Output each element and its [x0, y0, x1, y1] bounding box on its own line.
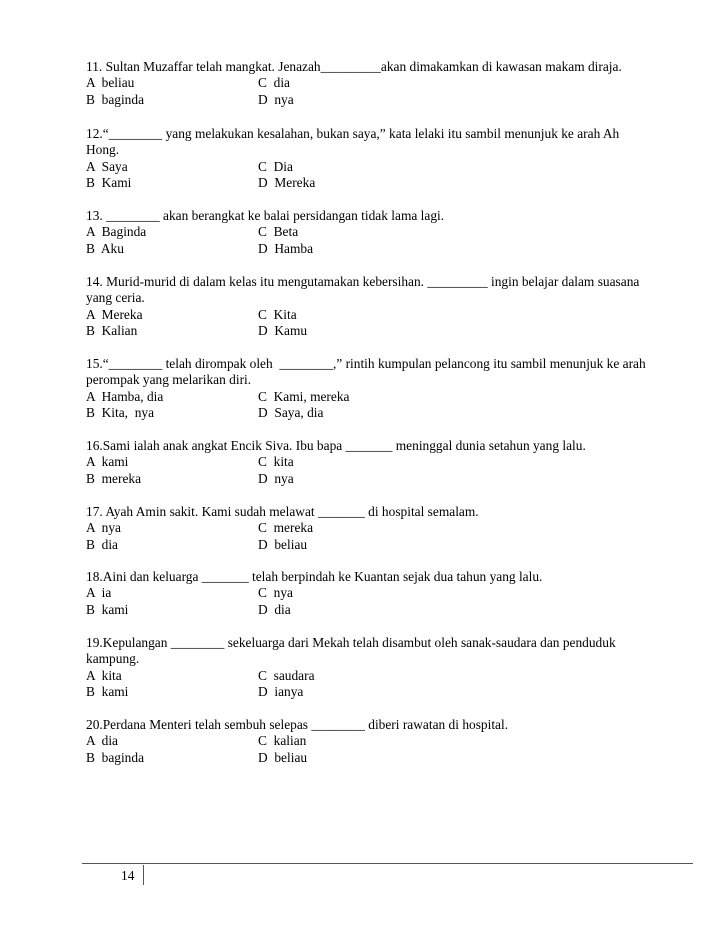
question-17	[86, 504, 696, 553]
question-11	[86, 59, 696, 108]
footer-divider	[82, 863, 693, 864]
option-b: B baginda	[86, 749, 145, 765]
option-d: D Mereka	[258, 175, 316, 191]
option-b: B Kita, nya	[86, 405, 155, 421]
option-d: D beliau	[258, 749, 308, 765]
option-c: C Kami, mereka	[258, 388, 350, 404]
option-d: D beliau	[258, 536, 308, 552]
option-a: A nya	[86, 520, 121, 536]
option-a: A ia	[86, 585, 112, 601]
option-d: D nya	[258, 470, 294, 486]
answer-options	[86, 75, 696, 108]
option-a: A Hamba, dia	[86, 388, 164, 404]
answer-options	[86, 224, 696, 257]
answer-options	[86, 454, 696, 487]
answer-options	[86, 733, 696, 766]
question-text: 16.Sami ialah anak angkat Encik Siva. Ibu bapa _______ meninggal dunia setahun yang lalu.	[86, 438, 586, 453]
option-d: D nya	[258, 91, 294, 107]
question-18	[86, 569, 696, 618]
option-b: B dia	[86, 536, 118, 552]
option-d: D Saya, dia	[258, 405, 324, 421]
answer-options	[86, 389, 696, 422]
question-text: 20.Perdana Menteri telah sembuh selepas ________ diberi rawatan di hospital.	[86, 717, 509, 732]
question-text: 13. ________ akan berangkat ke balai persidangan tidak lama lagi.	[86, 208, 445, 223]
answer-options	[86, 159, 696, 192]
option-a: A dia	[86, 733, 118, 749]
option-b: B Kami	[86, 175, 132, 191]
answer-options	[86, 585, 696, 618]
question-15	[86, 356, 696, 422]
option-c: C mereka	[258, 520, 314, 536]
question-13	[86, 208, 696, 257]
answer-options	[86, 520, 696, 553]
question-text: 12.“________ yang melakukan kesalahan, bukan saya,” kata lelaki itu sambil menunjuk ke arah Ah	[86, 126, 620, 141]
question-text-continued: kampung.	[86, 651, 140, 667]
option-c: C dia	[258, 75, 290, 91]
option-d: D Kamu	[258, 323, 308, 339]
option-b: B Kalian	[86, 323, 138, 339]
question-text: 11. Sultan Muzaffar telah mangkat. Jenazah_________akan dimakamkan di kawasan makam diraja.	[86, 59, 622, 74]
answer-options	[86, 668, 696, 701]
option-b: B baginda	[86, 91, 145, 107]
question-text: 14. Murid-murid di dalam kelas itu mengutamakan kebersihan. _________ ingin belajar dalam suasana	[86, 274, 640, 289]
option-b: B kami	[86, 601, 129, 617]
option-c: C Beta	[258, 224, 299, 240]
question-text-continued: yang ceria.	[86, 290, 145, 306]
question-12	[86, 126, 696, 192]
option-d: D dia	[258, 601, 291, 617]
question-text-continued: Hong.	[86, 142, 120, 158]
question-text: 18.Aini dan keluarga _______ telah berpindah ke Kuantan sejak dua tahun yang lalu.	[86, 569, 543, 584]
answer-options	[86, 307, 696, 340]
option-a: A Saya	[86, 158, 128, 174]
page-number: 14	[121, 868, 135, 883]
question-19	[86, 635, 696, 701]
option-c: C Kita	[258, 306, 297, 322]
option-b: B kami	[86, 684, 129, 700]
question-14	[86, 274, 696, 340]
option-c: C kita	[258, 454, 294, 470]
question-16	[86, 438, 696, 487]
option-a: A kita	[86, 667, 122, 683]
option-d: D ianya	[258, 684, 304, 700]
option-b: B Aku	[86, 240, 124, 256]
option-c: C saudara	[258, 667, 315, 683]
question-text: 17. Ayah Amin sakit. Kami sudah melawat _______ di hospital semalam.	[86, 504, 479, 519]
question-20	[86, 717, 696, 766]
option-d: D Hamba	[258, 240, 314, 256]
question-text: 19.Kepulangan ________ sekeluarga dari Mekah telah disambut oleh sanak-saudara dan penduduk	[86, 635, 616, 650]
question-text-continued: perompak yang melarikan diri.	[86, 372, 252, 388]
option-a: A Baginda	[86, 224, 147, 240]
option-a: A kami	[86, 454, 129, 470]
page-number-divider	[143, 865, 144, 885]
option-c: C nya	[258, 585, 293, 601]
option-c: C Dia	[258, 158, 293, 174]
option-a: A Mereka	[86, 306, 143, 322]
question-text: 15.“________ telah dirompak oleh ________,” rintih kumpulan pelancong itu sambil menunjuk ke arah	[86, 356, 646, 371]
option-a: A beliau	[86, 75, 135, 91]
option-b: B mereka	[86, 470, 142, 486]
option-c: C kalian	[258, 733, 307, 749]
